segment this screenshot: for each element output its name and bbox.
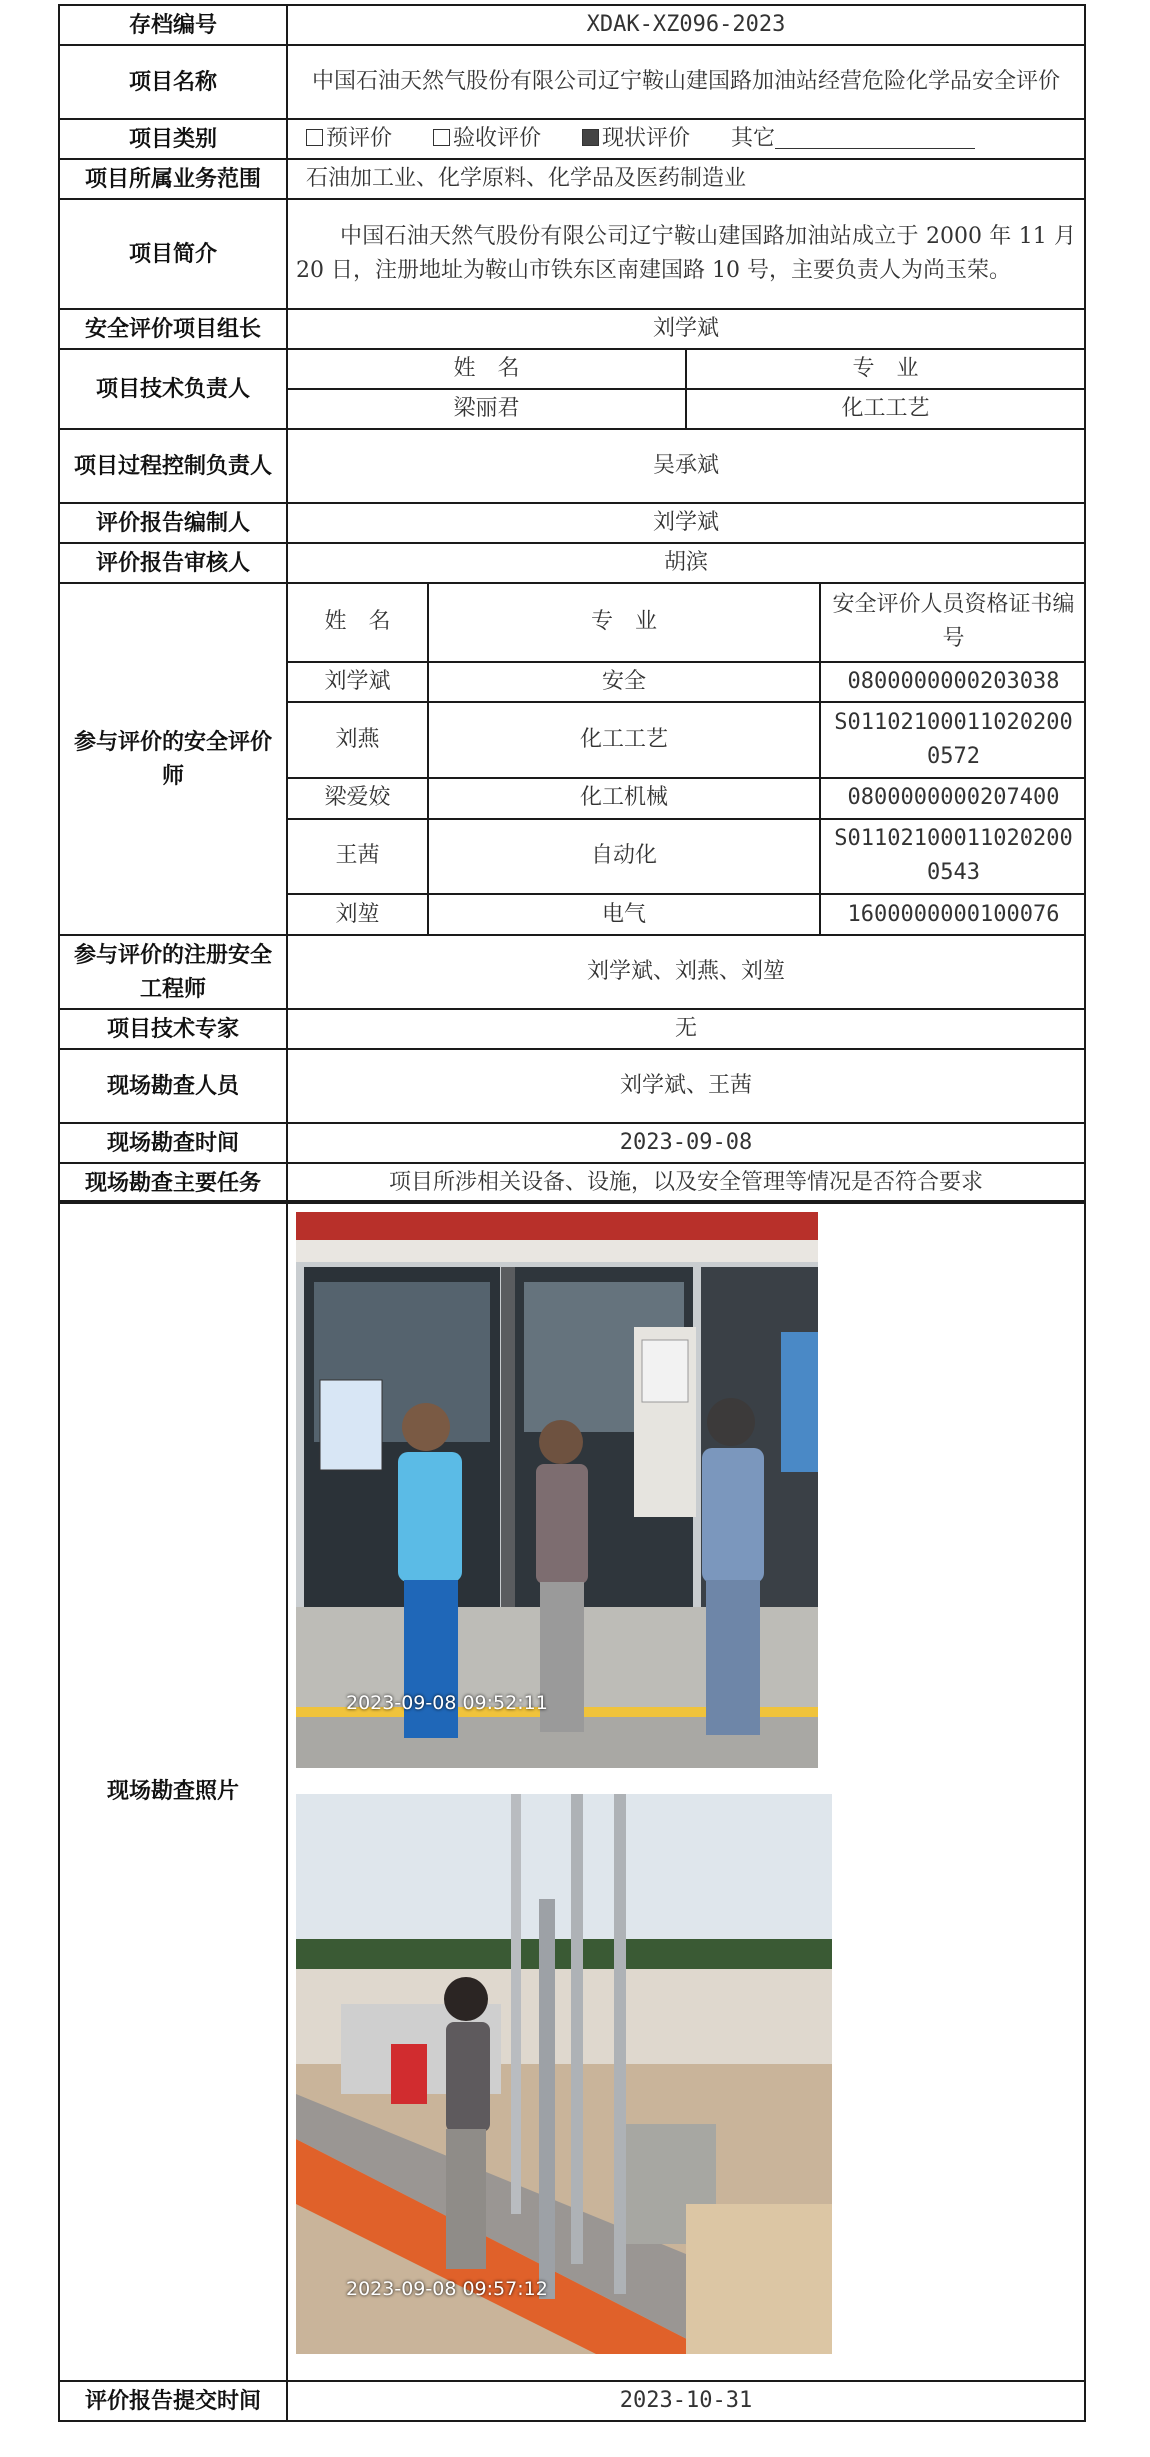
submit-time-label: 评价报告提交时间 — [59, 2381, 287, 2421]
evaluator-cert: S011021000110202000543 — [820, 819, 1086, 895]
archive-no-label: 存档编号 — [59, 5, 287, 45]
report-writer-value: 刘学斌 — [287, 503, 1085, 543]
project-name-label: 项目名称 — [59, 45, 287, 119]
tech-lead-subtable — [288, 350, 1084, 428]
row-submit-time — [59, 2381, 1085, 2421]
survey-photos-cell — [287, 1201, 1085, 2381]
evaluators-major-header: 专 业 — [428, 584, 820, 662]
team-leader-label: 安全评价项目组长 — [59, 309, 287, 349]
evaluator-name: 梁爱姣 — [288, 778, 428, 819]
registered-engineers-label: 参与评价的注册安全工程师 — [59, 935, 287, 1009]
row-experts — [59, 1009, 1085, 1049]
project-type-label: 项目类别 — [59, 119, 287, 159]
experts-label: 项目技术专家 — [59, 1009, 287, 1049]
evaluator-cert: 1600000000100076 — [820, 894, 1086, 934]
evaluator-major: 化工工艺 — [428, 702, 820, 778]
checkbox-icon — [433, 129, 450, 146]
survey-photos-label: 现场勘查照片 — [59, 1201, 287, 2381]
row-report-writer — [59, 503, 1085, 543]
survey-task-value: 项目所涉相关设备、设施，以及安全管理等情况是否符合要求 — [287, 1163, 1085, 1203]
row-survey-photos — [59, 1201, 1085, 2381]
row-project-intro — [59, 199, 1085, 309]
info-table — [58, 4, 1086, 1204]
checkbox-checked-icon — [582, 129, 599, 146]
report-writer-label: 评价报告编制人 — [59, 503, 287, 543]
evaluator-name: 刘燕 — [288, 702, 428, 778]
row-business-scope — [59, 159, 1085, 199]
row-archive-no — [59, 5, 1085, 45]
report-reviewer-label: 评价报告审核人 — [59, 543, 287, 583]
photo-1-scene — [296, 1212, 818, 1768]
project-type-options — [287, 119, 1085, 159]
project-intro-label: 项目简介 — [59, 199, 287, 309]
evaluator-major: 安全 — [428, 662, 820, 703]
option-status-evaluation[interactable]: 现状评价 — [582, 126, 690, 151]
row-survey-staff — [59, 1049, 1085, 1123]
row-process-control — [59, 429, 1085, 503]
evaluator-row — [288, 662, 1086, 703]
evaluator-row — [288, 778, 1086, 819]
row-survey-time — [59, 1123, 1085, 1163]
evaluator-name: 刘堃 — [288, 894, 428, 934]
process-control-value: 吴承斌 — [287, 429, 1085, 503]
evaluators-label: 参与评价的安全评价师 — [59, 583, 287, 935]
checkbox-icon — [306, 129, 323, 146]
registered-engineers-value: 刘学斌、刘燕、刘堃 — [287, 935, 1085, 1009]
evaluators-subtable — [288, 584, 1086, 934]
project-intro-value: 中国石油天然气股份有限公司辽宁鞍山建国路加油站成立于 2000 年 11 月 20 日，注册地址为鞍山市铁东区南建国路 10 号，主要负责人为尚玉荣。 — [287, 199, 1085, 309]
photo-1-timestamp: 2023-09-08 09:52:11 — [346, 1692, 548, 1714]
tech-lead-name: 梁丽君 — [288, 389, 686, 428]
evaluator-major: 自动化 — [428, 819, 820, 895]
photo-2-timestamp: 2023-09-08 09:57:12 — [346, 2278, 548, 2300]
evaluator-cert: 0800000000203038 — [820, 662, 1086, 703]
row-registered-engineers — [59, 935, 1085, 1009]
evaluator-cert: S011021000110202000572 — [820, 702, 1086, 778]
evaluator-name: 刘学斌 — [288, 662, 428, 703]
row-project-name — [59, 45, 1085, 119]
project-name-value: 中国石油天然气股份有限公司辽宁鞍山建国路加油站经营危险化学品安全评价 — [287, 45, 1085, 119]
row-evaluators — [59, 583, 1085, 935]
tech-lead-major: 化工工艺 — [686, 389, 1084, 428]
evaluator-row — [288, 894, 1086, 934]
option-pre-evaluation[interactable]: 预评价 — [306, 126, 392, 151]
survey-time-label: 现场勘查时间 — [59, 1123, 287, 1163]
row-tech-lead — [59, 349, 1085, 429]
photo-2-scene — [296, 1794, 832, 2354]
evaluator-cert: 0800000000207400 — [820, 778, 1086, 819]
report-reviewer-value: 胡滨 — [287, 543, 1085, 583]
option-other[interactable]: 其它 — [731, 126, 975, 151]
survey-staff-label: 现场勘查人员 — [59, 1049, 287, 1123]
row-project-type — [59, 119, 1085, 159]
process-control-label: 项目过程控制负责人 — [59, 429, 287, 503]
row-team-leader — [59, 309, 1085, 349]
evaluator-row — [288, 702, 1086, 778]
row-report-reviewer — [59, 543, 1085, 583]
tech-lead-label: 项目技术负责人 — [59, 349, 287, 429]
evaluator-major: 化工机械 — [428, 778, 820, 819]
team-leader-value: 刘学斌 — [287, 309, 1085, 349]
row-survey-task — [59, 1163, 1085, 1203]
survey-photo-2[interactable] — [296, 1794, 832, 2354]
evaluators-cert-header: 安全评价人员资格证书编号 — [820, 584, 1086, 662]
survey-photo-1[interactable] — [296, 1212, 818, 1768]
survey-staff-value: 刘学斌、王茜 — [287, 1049, 1085, 1123]
survey-time-value: 2023-09-08 — [287, 1123, 1085, 1163]
experts-value: 无 — [287, 1009, 1085, 1049]
option-acceptance-evaluation[interactable]: 验收评价 — [433, 126, 541, 151]
business-scope-value: 石油加工业、化学原料、化学品及医药制造业 — [287, 159, 1085, 199]
business-scope-label: 项目所属业务范围 — [59, 159, 287, 199]
submit-time-value: 2023-10-31 — [287, 2381, 1085, 2421]
tech-lead-major-header: 专 业 — [686, 350, 1084, 389]
archive-no-value: XDAK-XZ096-2023 — [287, 5, 1085, 45]
evaluators-name-header: 姓 名 — [288, 584, 428, 662]
other-blank-line — [775, 130, 975, 149]
survey-task-label: 现场勘查主要任务 — [59, 1163, 287, 1203]
tech-lead-name-header: 姓 名 — [288, 350, 686, 389]
evaluator-name: 王茜 — [288, 819, 428, 895]
evaluator-major: 电气 — [428, 894, 820, 934]
evaluator-row — [288, 819, 1086, 895]
photo-table — [58, 1200, 1086, 2422]
